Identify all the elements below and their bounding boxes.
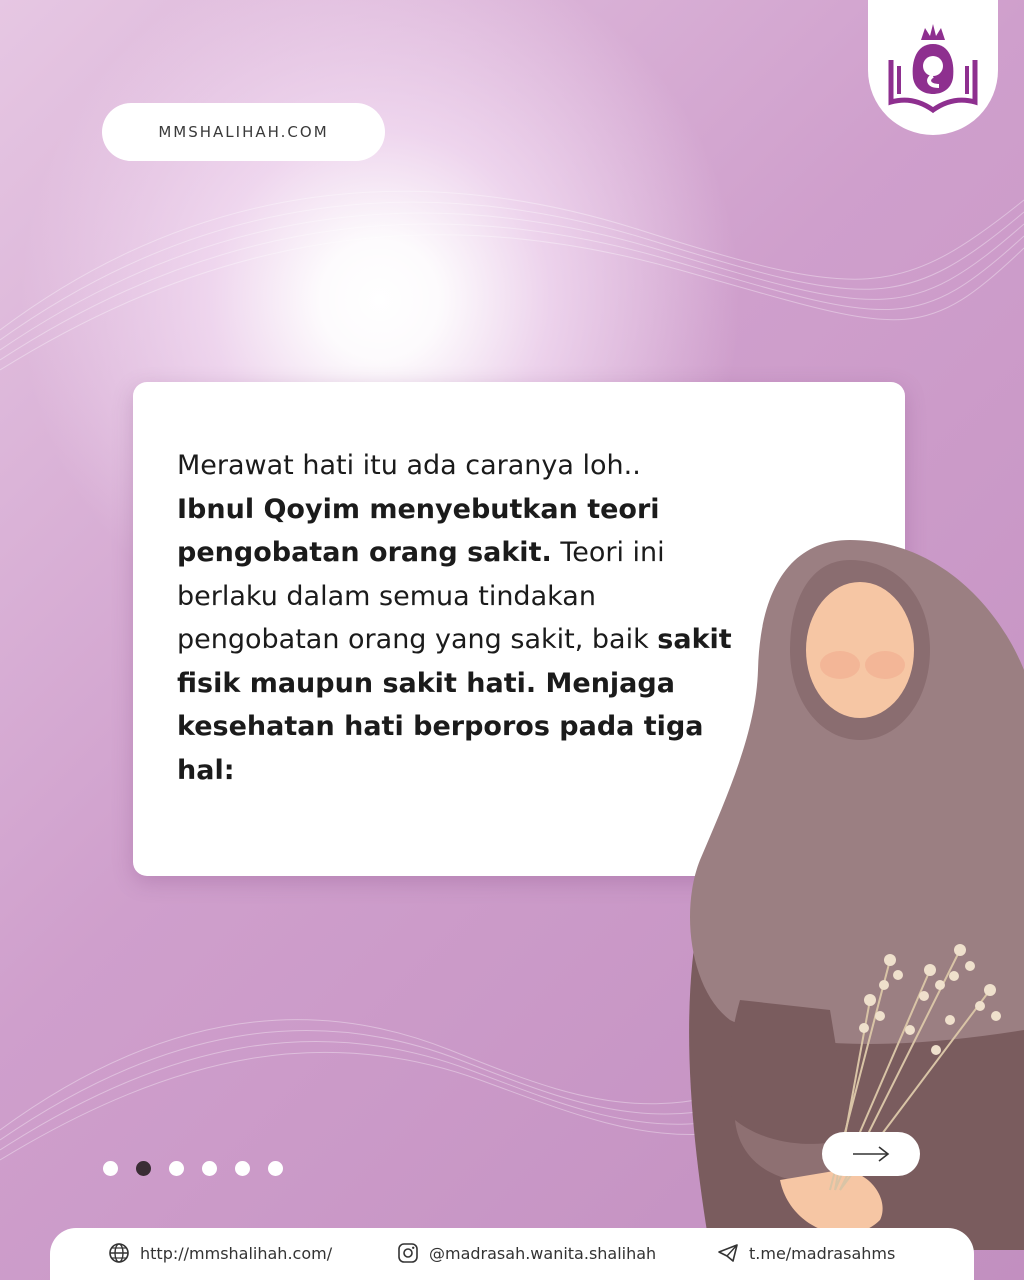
globe-icon [108, 1242, 130, 1264]
intro-text: Merawat hati itu ada caranya loh.. [177, 450, 641, 481]
website-pill[interactable] [102, 103, 385, 161]
footer-bar [50, 1228, 974, 1280]
logo-tab [868, 0, 998, 135]
arrow-right-icon [851, 1144, 891, 1164]
website-pill-label: MMSHALIHAH.COM [158, 123, 329, 141]
bold-statement-1: Ibnul Qoyim menyebutkan teori pengobatan orang sakit. [177, 493, 660, 568]
footer-instagram-label: @madrasah.wanita.shalihah [429, 1243, 657, 1263]
footer-telegram[interactable] [717, 1242, 895, 1264]
carousel-dot-active[interactable] [136, 1161, 151, 1176]
body-text: Teori ini berlaku dalam semua tindakan pengobatan orang yang sakit, baik [177, 537, 665, 655]
telegram-icon [717, 1242, 739, 1264]
footer-website[interactable] [108, 1242, 332, 1264]
footer-instagram[interactable] [397, 1242, 656, 1264]
instagram-icon [397, 1242, 419, 1264]
carousel-dot[interactable] [202, 1161, 217, 1176]
next-slide-button[interactable] [822, 1132, 920, 1176]
carousel-dot[interactable] [169, 1161, 184, 1176]
footer-telegram-label: t.me/madrasahms [749, 1243, 896, 1263]
carousel-dot[interactable] [235, 1161, 250, 1176]
carousel-dot[interactable] [268, 1161, 283, 1176]
carousel-dot[interactable] [103, 1161, 118, 1176]
bold-statement-2: sakit fisik maupun sakit hati. Menjaga kesehatan hati berporos pada tiga hal: [177, 624, 732, 786]
footer-website-label: http://mmshalihah.com/ [140, 1243, 333, 1263]
carousel-dots [103, 1161, 283, 1176]
crowned-book-logo-icon [881, 20, 985, 116]
